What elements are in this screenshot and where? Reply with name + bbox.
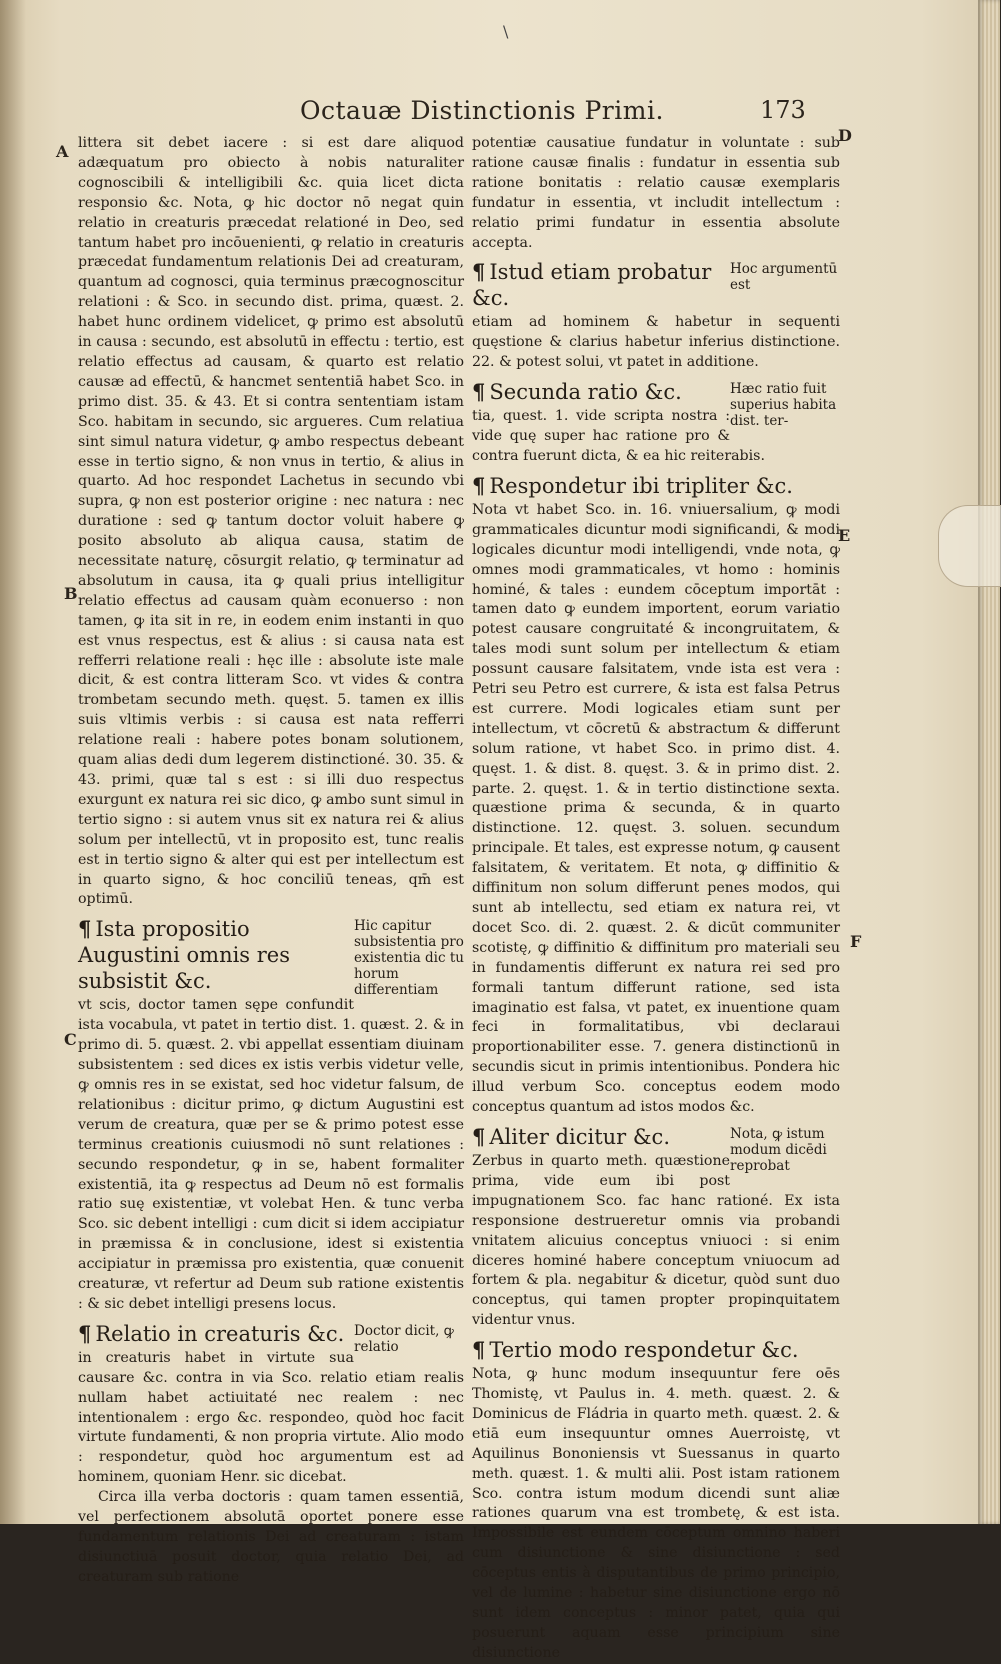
- margin-letter-c: C: [64, 1030, 77, 1049]
- running-head: [280, 96, 840, 130]
- left-heading-2: [78, 1320, 464, 1355]
- paragraph-mark-icon: ¶: [472, 1123, 486, 1149]
- paragraph-mark-icon: ¶: [472, 472, 486, 498]
- right-heading-4-note: Nota, ꝙ istum modum dicēdi reprobat: [730, 1125, 827, 1174]
- left-column: [78, 134, 464, 1588]
- left-paragraph-1: littera sit debet iacere : si est dare aliquod adæquatum pro obiecto à nobis naturaliter cognoscibili & intelligibili &c. quia licet dicta responsio &c. Nota, ꝙ hic doctor nō negat quin relatio in creaturis præcedat relationé in Deo, sed tantum habet pro incōuenienti, ꝙ relatio in creaturis præcedat fundamentum relationis Dei ad creaturam, quantum ad cognosci, quia terminus præcognoscitur relationi : & Sco. in secundo dist. prima, quæst. 2. habet hunc ordinem videlicet, ꝙ primo est absolutū in causa : secundo, est absolutū in effectu : tertio, est relatio effectus ad causam, & quarto est relatio causæ ad effectū, & hancmet sententiā habet Sco. in primo dist. 35. & 43. Et si contra sententiam istam Sco. habitam in secundo, sic argueres. Cum relatiua sint simul natura videtur, ꝙ ambo respectus debeant esse in tertio signo, & non vnus in tertio, & alius in quarto. Ad hoc respondet Lachetus in secundo vbi supra, ꝙ non est posterior origine : nec natura : nec duratione : sed ꝙ tantum doctor voluit habere ꝙ posito absoluto ab aliqua causa, statim de necessitate naturę, cōsurgit relatio, ꝙ terminatur ad absolutum in causa, ita ꝙ quali prius intelligitur relatio effectus ad causam quàm econuerso : non tamen, ꝙ ita sit in re, in eodem enim instanti in quo est vnus respectus, est & alius : si causa nata est refferri relatione reali : hęc ille : absolute iste male dicit, & est contra litteram Sco. vt vides & contra trombetam secundo meth. quęst. 5. tamen ex illis suis vltimis verbis : si causa est nata refferri relatione reali : habere potes bonam solutionem, quam alias dedi dum legerem distinctioné. 30. 35. & 43. primi, quæ tal s est : si illi duo respectus exurgunt ex natura rei sic dico, ꝙ ambo sunt simul in tertio signo : si autem vnus sit ex natura rei & alius solum per intellectū, vt in proposito est, tunc realis est in tertio signo & alter qui est per intellectum est in quarto signo, & hoc conciliū teneas, qm̄ est optimū.: [78, 135, 464, 908]
- right-paragraph-2: etiam ad hominem & habetur in sequenti quęstione & clarius habetur inferius distinctione. 22. & potest solui, vt patet in additione.: [472, 314, 840, 371]
- right-heading-2: [472, 379, 840, 430]
- right-paragraph-4: Nota vt habet Sco. in. 16. vniuersalium, ꝙ modi grammaticales dicuntur modi significandi, & modi logicales dicuntur modi intelligendi, vnde nota, ꝙ omnes modi grammaticales, vt homo : hominis hominé, & tales : eundem cōceptum importāt : tamen dato ꝙ eundem importent, eorum variatio potest causare congruitaté & incongruitatem, & tales modi sunt solum per intellectum & etiam possunt causare falsitatem, vnde ista est vera : Petri seu Petro est currere, & ista est falsa Petrus est currere. Modi logicales etiam sunt per intellectum, vt cōcretū & abstractum & differunt solum ratione, vt habet Sco. in primo dist. 4. quęst. 1. & dist. 8. quęst. 3. & in primo dist. 2. parte. 2. quęst. 1. & in tertio distinctione sexta. quæstione prima & secunda, & in quarto distinctione. 12. quęst. 3. soluen. secundum principale. Et tales, est expresse notum, ꝙ causent falsitatem, & veritatem. Et nota, ꝙ diffinitio & diffinitum non solum differunt penes modos, qui sunt ab intellectu, sed etiam ex natura rei, vt docet Sco. di. 2. quæst. 2. & dicūt communiter scotistę, ꝙ diffinitio & diffinitum pro materiali seu in fundamentis differunt ex natura rei sed pro formali tantum differunt ratione, sed ista imaginatio est falsa, vt patet, ex inuentione quam feci in formalitatibus, vbi declaraui proportionabiliter esse. 7. genera distinctionū in secundis sicut in primis intentionibus. Pondera hic illud verbum Sco. conceptus eodem modo conceptus quantum ad istos modos &c.: [472, 501, 840, 1116]
- right-heading-5: [472, 1337, 840, 1363]
- paragraph-mark-icon: ¶: [78, 916, 92, 942]
- margin-letter-e: E: [838, 526, 851, 545]
- right-heading-4-text: Aliter dicitur &c.: [489, 1124, 670, 1149]
- right-heading-1: [472, 259, 840, 311]
- left-heading-1-text: Ista propositio Augustini omnis res subsistit &c.: [78, 917, 290, 994]
- left-heading-2-note: Doctor dicit, ꝙ relatio: [354, 1322, 454, 1355]
- paragraph-mark-icon: ¶: [472, 379, 486, 405]
- right-heading-1-note: Hoc argumentū est: [730, 261, 838, 294]
- left-paragraph-3: in creaturis habet in virtute sua causare &c. contra in via Sco. relatio etiam realis nullam habet actiuitaté nec realem : nec intentionalem : ergo &c. respondeo, quòd hoc facit virtute fundamenti, & non propria virtute. Alio modo : respondetur, quòd hoc argumentum est ad hominem, quoniam Henr. sic dicebat.: [78, 1349, 464, 1486]
- left-heading-1-note: Hic capitur subsistentia pro existentia dic tu horum differentiam: [354, 918, 464, 999]
- paragraph-mark-icon: ¶: [78, 1320, 92, 1346]
- margin-letter-f: F: [850, 932, 862, 951]
- right-paragraph-5: Zerbus in quarto meth. quæstione prima, vide eum ibi post impugnationem Sco. fac hanc rationé. Ex ista responsione destrueretur omnis via probandi vnitatem alicuius conceptus vniuoci : si enim diceres hominé habere conceptum vniuocum ad fortem & pla. negabitur & dicetur, quòd sunt duo conceptus, qui tamen propter propinquitatem videntur vnus.: [472, 1152, 840, 1329]
- right-heading-1-text: Istud etiam probatur &c.: [472, 260, 712, 311]
- right-paragraph-3: tia, quest. 1. vide scripta nostra : vide quę super hac ratione pro & contra fuerunt dicta, & ea hic reiterabis.: [472, 408, 765, 464]
- right-heading-3: [472, 473, 840, 499]
- right-paragraph-1: potentiæ causatiue fundatur in voluntate : sub ratione causæ finalis : fundatur in essentia sub ratione bonitatis : relatio causæ exemplaris fundatur in essentia, vt includit intellectum : relatio primi fundatur in essentia absolute accepta.: [472, 135, 840, 251]
- left-paragraph-2: vt scis, doctor tamen sępe confundit ista vocabula, vt patet in tertio dist. 1. quæst. 2. & in primo di. 5. quæst. 2. vbi appellat essentiam diuinam subsistentem : sed dices ex istis verbis videtur velle, ꝙ omnis res in se existat, sed hoc videtur falsum, de relationibus : dicitur primo, ꝙ dictum Augustini est verum de creatura, quæ per se & primo potest esse terminus creationis cuiusmodi nō sunt relationes : secundo respondetur, ꝙ in se, habent formaliter existentiā, ita ꝙ respectus ad Deum nō est formalis ratio suę existentiæ, vt volebat Hen. & tunc verba Sco. sic debent intelligi : cum dicit si idem accipiatur in præmissa & in conclusione, idest si existentia accipiatur in præmissa pro existentia, quæ conuenit creaturæ, vt refertur ad Deum sub ratione existentis : & sic debet intelligi presens locus.: [78, 997, 464, 1312]
- right-column: [472, 134, 840, 1664]
- left-paragraph-4: Circa illa verba doctoris : quam tamen essentiā, vel perfectionem absolutā oportet ponere esse fundamentum relationis Dei ad creaturam : istam disiunctiuā posuit doctor, quia relatio Dei, ad creaturam sub ratione: [78, 1489, 464, 1585]
- margin-letter-b: B: [64, 584, 78, 603]
- right-heading-3-text: Respondetur ibi tripliter &c.: [489, 473, 793, 498]
- left-heading-1: [78, 916, 464, 999]
- page-tab: [938, 505, 1001, 587]
- paragraph-mark-icon: ¶: [472, 1337, 486, 1363]
- right-heading-2-note: Hæc ratio fuit superius habita dist. ter-: [730, 381, 837, 430]
- top-mark: \: [503, 22, 509, 41]
- folio-number: 173: [760, 96, 806, 124]
- margin-letter-d: D: [838, 126, 852, 145]
- right-heading-2-text: Secunda ratio &c.: [489, 380, 682, 405]
- left-heading-2-text: Relatio in creaturis &c.: [95, 1321, 345, 1346]
- right-paragraph-6: Nota, ꝙ hunc modum insequuntur fere oēs Thomistę, vt Paulus in. 4. meth. quæst. 2. & Dominicus de Fládria in quarto meth. quæst. 2. & etiā eum insequuntur omnes Auerroistę, vt Aquilinus Bononiensis vt Suessanus in quarto meth. quæst. 1. & multi alii. Post istam rationem Sco. contra istum modum dicendi sunt aliæ rationes quarum vna est trombetę, & est ista. Impossibile est eundem cōceptum omnino haberi cum disiunctione & sine disiunctione : sed cōceptus entis à disputantibus de primo principio, vel de lumine : habetur sine disiunctione ergo nō sunt idem conceptus : minor patet, quia qui posuerunt aquam esse principium sine disiunctione: [472, 1366, 840, 1661]
- running-head-title: Octauæ Distinctionis Primi.: [300, 96, 664, 125]
- binding-gutter: [0, 0, 26, 1524]
- margin-letter-a: A: [56, 142, 69, 161]
- paragraph-mark-icon: ¶: [472, 259, 486, 285]
- right-heading-4: [472, 1123, 840, 1174]
- page-edges: [978, 0, 1000, 1524]
- right-heading-5-text: Tertio modo respondetur &c.: [489, 1338, 799, 1363]
